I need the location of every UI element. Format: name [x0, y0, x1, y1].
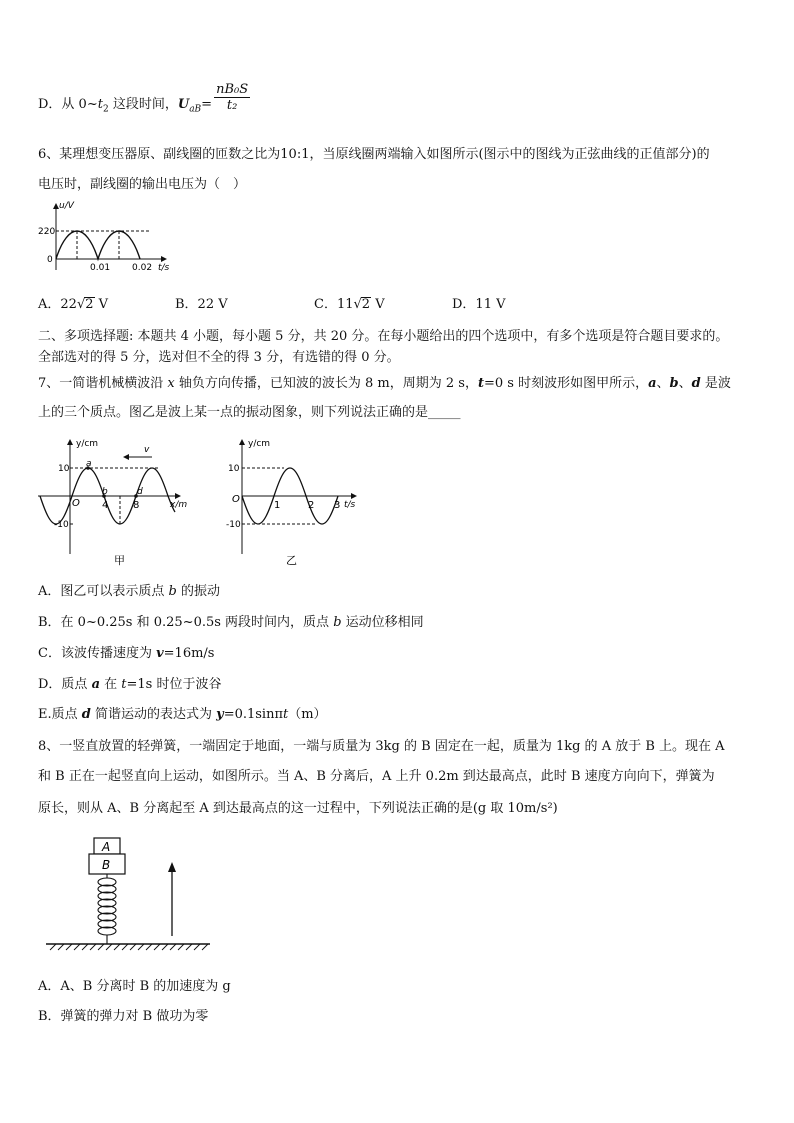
- jia-xlabel: x/m: [170, 500, 188, 510]
- jia-yn10: -10: [54, 520, 69, 530]
- q7-optd-mid: 在: [100, 677, 122, 692]
- q8-spring-figure: [38, 832, 218, 962]
- block-b-label: B: [102, 858, 111, 872]
- q6-opta-unit: V: [98, 297, 109, 312]
- q7-stem-line2: 上的三个质点。图乙是波上某一点的振动图象，则下列说法正确的是_____: [38, 405, 461, 420]
- ground-hatching: [50, 944, 208, 950]
- jia-point-d: d: [137, 487, 143, 497]
- q6-option-c: C．11√2 V: [314, 297, 385, 312]
- q7-option-d: [38, 676, 221, 694]
- q7-l1e: 是波: [700, 376, 731, 391]
- q7-opte-t: t: [283, 707, 289, 722]
- jia-x4: 4: [102, 500, 109, 511]
- yi-x1: 1: [274, 500, 281, 511]
- jia-point-b: b: [102, 487, 108, 497]
- q6-opta-pre: A．22: [38, 297, 77, 312]
- q7-optc-pre: C．该波传播速度为: [38, 646, 157, 661]
- q7-wave-figure-jia: [36, 436, 196, 576]
- q6-graph-origin: 0: [47, 255, 53, 265]
- q5-optd-usub: aB: [189, 104, 202, 115]
- q6-voltage-graph: [38, 200, 188, 280]
- yi-yn10: -10: [226, 520, 241, 530]
- q8-stem-line2: 和 B 正在一起竖直向上运动，如图所示。当 A、B 分离后，A 上升 0.2m 到达最高点，此时 B 速度方向向下，弹簧为: [38, 769, 715, 784]
- q7-vibration-figure-yi: [226, 436, 366, 576]
- q6-option-b: B．22 V: [175, 297, 228, 312]
- q7-optc-post: =16m/s: [163, 646, 215, 661]
- q7-optb-post: 运动位移相同: [341, 615, 424, 630]
- q7-opte-pre: E.质点: [38, 707, 82, 722]
- q6-optc-pre: C．11: [314, 297, 354, 312]
- yi-ylabel: y/cm: [248, 439, 271, 449]
- q6-stem-line2: 电压时，副线圈的输出电压为（ ）: [38, 177, 247, 192]
- yi-origin: O: [232, 494, 240, 505]
- q7-l1-sep2: 、: [678, 376, 692, 391]
- q6-graph-x2: 0.02: [132, 263, 153, 273]
- q7-opte-d: d: [81, 707, 91, 722]
- q6-opta-radicand: 2: [85, 297, 94, 312]
- q8-option-a: A．A、B 分离时 B 的加速度为 g: [38, 979, 231, 994]
- q7-l1-d: d: [691, 376, 701, 391]
- yi-y10: 10: [228, 464, 240, 474]
- spring: [98, 874, 116, 944]
- q5-optd-eq: =: [201, 97, 213, 112]
- q7-optb-b: b: [333, 615, 342, 630]
- yi-caption: 乙: [286, 554, 297, 567]
- q7-l1a: 7、一简谐机械横波沿: [38, 376, 168, 391]
- q6-option-a: A．22√2 V: [38, 297, 109, 312]
- q7-option-a: [38, 583, 220, 601]
- q8-stem-line3: 原长，则从 A、B 分离起至 A 到达最高点的这一过程中，下列说法正确的是(g 取 10m/s²): [38, 801, 558, 816]
- q7-optb-pre: B．在 0~0.25s 和 0.25~0.5s 两段时间内，质点: [38, 615, 334, 630]
- jia-x8: 8: [133, 500, 140, 511]
- q6-optc-unit: V: [375, 297, 385, 312]
- block-a-label: A: [102, 840, 111, 854]
- yi-xlabel: t/s: [344, 500, 356, 510]
- yi-x2: 2: [308, 500, 315, 511]
- q7-optc-v: v: [156, 646, 164, 661]
- q5-option-d: [38, 82, 250, 119]
- q6-graph-y220: 220: [38, 227, 56, 237]
- q6-stem-line1: 6、某理想变压器原、副线圈的匝数之比为10:1，当原线圈两端输入如图所示(图示中的图线为正弦曲线的正值部分)的: [38, 147, 710, 162]
- q8-option-b: B．弹簧的弹力对 B 做功为零: [38, 1009, 209, 1024]
- q7-option-b: [38, 614, 424, 632]
- q5-optd-mid: 这段时间，: [108, 97, 178, 112]
- q5-optd-numerator: nB₀S: [216, 82, 249, 97]
- jia-ylabel: y/cm: [76, 439, 99, 449]
- q5-optd-tsub: 2: [102, 104, 109, 115]
- q7-stem-line1: [38, 375, 731, 393]
- q7-option-e: [38, 706, 327, 724]
- q5-optd-u: U: [177, 97, 190, 112]
- q7-optd-pre: D．质点: [38, 677, 92, 692]
- jia-caption: 甲: [114, 554, 125, 567]
- q7-l1c: =0 s 时刻波形如图甲所示，: [483, 376, 649, 391]
- q6-option-d: D．11 V: [452, 297, 506, 312]
- q7-opta-post: 的振动: [176, 584, 220, 599]
- q5-optd-fraction: [214, 82, 250, 113]
- q6-optc-radicand: 2: [361, 297, 371, 312]
- q7-l1-sep1: 、: [656, 376, 670, 391]
- jia-y10: 10: [58, 464, 70, 474]
- q7-option-c: [38, 645, 214, 663]
- up-arrow-icon: [168, 862, 176, 872]
- section2-line2: 全部选对的得 5 分，选对但不全的得 3 分，有选错的得 0 分。: [38, 350, 400, 365]
- q7-optd-a: a: [91, 677, 100, 692]
- q7-optd-post: =1s 时位于波谷: [126, 677, 222, 692]
- q7-opte-unit: （m）: [288, 707, 327, 722]
- q7-opta-b: b: [168, 584, 177, 599]
- section2-line1: 二、多项选择题: 本题共 4 小题，每小题 5 分，共 20 分。在每小题给出的四个选项中，有多个选项是符合题目要求的。: [38, 329, 729, 344]
- q5-optd-denominator: t₂: [226, 98, 238, 113]
- q7-opte-y: y: [216, 707, 224, 722]
- q5-optd-prefix: D．从 0~: [38, 97, 98, 112]
- q7-l1-b: b: [669, 376, 679, 391]
- q7-l1x: x: [167, 376, 175, 391]
- q7-l1t: t: [477, 376, 484, 391]
- q7-opte-mid: 简谐运动的表达式为: [90, 707, 217, 722]
- jia-velocity-label: v: [144, 445, 150, 455]
- q7-l1-a: a: [648, 376, 657, 391]
- q7-optd-t: t: [121, 677, 127, 692]
- jia-origin: O: [72, 498, 80, 509]
- q6-graph-xlabel: t/s: [158, 263, 170, 273]
- q7-opta-pre: A．图乙可以表示质点: [38, 584, 169, 599]
- q6-graph-x1: 0.01: [90, 263, 111, 273]
- yi-x3: 3: [334, 500, 341, 511]
- q7-opte-post: =0.1sinπ: [223, 707, 283, 722]
- q8-stem-line1: 8、一竖直放置的轻弹簧，一端固定于地面，一端与质量为 3kg 的 B 固定在一起，质量为 1kg 的 A 放于 B 上。现在 A: [38, 739, 725, 754]
- q5-optd-t: t: [97, 97, 103, 112]
- q7-l1b: 轴负方向传播，已知波的波长为 8 m，周期为 2 s，: [174, 376, 478, 391]
- jia-point-a: a: [86, 459, 92, 469]
- q6-graph-ylabel: u/V: [59, 201, 74, 211]
